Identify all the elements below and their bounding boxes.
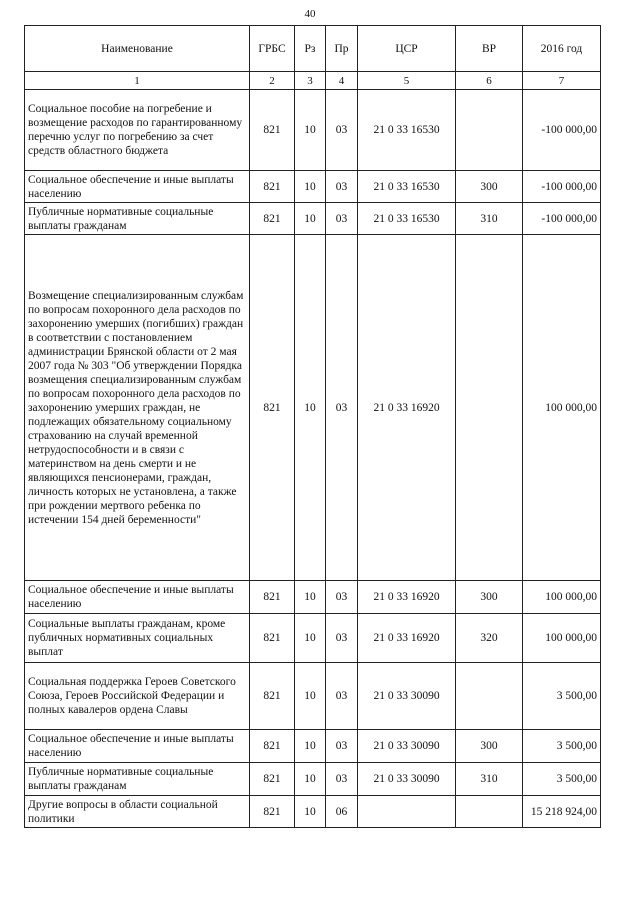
row-pr: 03 [326, 614, 358, 663]
row-rz: 10 [295, 581, 326, 614]
row-grbs: 821 [250, 614, 295, 663]
row-csr: 21 0 33 30090 [358, 730, 456, 763]
column-number: 7 [523, 72, 601, 90]
row-rz: 10 [295, 235, 326, 581]
row-name: Публичные нормативные социальные выплаты гражданам [25, 763, 250, 796]
table-row [25, 235, 601, 581]
table-row [25, 203, 601, 235]
row-csr: 21 0 33 16920 [358, 235, 456, 581]
table-row [25, 581, 601, 614]
row-name: Другие вопросы в области социальной политики [25, 796, 250, 828]
row-vr: 300 [456, 171, 523, 203]
row-amount: 100 000,00 [523, 581, 601, 614]
row-amount: -100 000,00 [523, 90, 601, 171]
header-year: 2016 год [523, 26, 601, 72]
row-grbs: 821 [250, 796, 295, 828]
column-number: 1 [25, 72, 250, 90]
header-vr: ВР [456, 26, 523, 72]
header-csr: ЦСР [358, 26, 456, 72]
row-grbs: 821 [250, 171, 295, 203]
row-grbs: 821 [250, 763, 295, 796]
row-vr: 310 [456, 203, 523, 235]
row-vr: 300 [456, 730, 523, 763]
header-name: Наименование [25, 26, 250, 72]
table-row [25, 171, 601, 203]
row-name: Возмещение специализированным службам по вопросам похоронного дела расходов по захоронению умерших (погибших) граждан в соответствии с постановлением администрации Брянской области от 2 мая 2007 года № 303 "Об утверждении Порядка возмещения специализированным службам по вопросам похоронного дела расходов по захоронению умерших граждан, не подлежащих обязательному социальному страхованию на случай временной нетрудоспособности и в связи с материнством на день смерти и не являющихся пенсионерами, граждан, личность которых не установлена, а также при рождении мертвого ребенка по истечении 154 дней беременности" [25, 235, 250, 581]
row-csr [358, 796, 456, 828]
row-amount: 100 000,00 [523, 614, 601, 663]
column-number: 6 [456, 72, 523, 90]
row-amount: -100 000,00 [523, 203, 601, 235]
header-grbs: ГРБС [250, 26, 295, 72]
row-name: Публичные нормативные социальные выплаты гражданам [25, 203, 250, 235]
row-pr: 03 [326, 730, 358, 763]
row-csr: 21 0 33 16920 [358, 614, 456, 663]
row-csr: 21 0 33 30090 [358, 763, 456, 796]
table-row [25, 730, 601, 763]
row-rz: 10 [295, 203, 326, 235]
row-amount: -100 000,00 [523, 171, 601, 203]
row-vr [456, 90, 523, 171]
table-row [25, 90, 601, 171]
budget-table [24, 25, 601, 828]
row-grbs: 821 [250, 663, 295, 730]
column-number: 2 [250, 72, 295, 90]
column-number: 4 [326, 72, 358, 90]
page-number: 40 [304, 8, 316, 20]
row-rz: 10 [295, 663, 326, 730]
table-row [25, 663, 601, 730]
row-grbs: 821 [250, 90, 295, 171]
row-pr: 03 [326, 235, 358, 581]
row-rz: 10 [295, 763, 326, 796]
header-pr: Пр [326, 26, 358, 72]
table-row [25, 614, 601, 663]
row-amount: 3 500,00 [523, 730, 601, 763]
row-name: Социальное пособие на погребение и возмещение расходов по гарантированному перечню услуг по погребению за счет средств областного бюджета [25, 90, 250, 171]
row-pr: 03 [326, 581, 358, 614]
row-rz: 10 [295, 171, 326, 203]
row-name: Социальное обеспечение и иные выплаты населению [25, 171, 250, 203]
row-name: Социальная поддержка Героев Советского Союза, Героев Российской Федерации и полных кавалеров ордена Славы [25, 663, 250, 730]
row-vr [456, 663, 523, 730]
row-csr: 21 0 33 16530 [358, 171, 456, 203]
row-vr: 300 [456, 581, 523, 614]
row-pr: 03 [326, 763, 358, 796]
row-amount: 3 500,00 [523, 763, 601, 796]
row-pr: 06 [326, 796, 358, 828]
row-pr: 03 [326, 90, 358, 171]
row-grbs: 821 [250, 203, 295, 235]
row-csr: 21 0 33 16920 [358, 581, 456, 614]
row-name: Социальные выплаты гражданам, кроме публичных нормативных социальных выплат [25, 614, 250, 663]
row-amount: 15 218 924,00 [523, 796, 601, 828]
table-row [25, 763, 601, 796]
row-pr: 03 [326, 663, 358, 730]
row-csr: 21 0 33 16530 [358, 203, 456, 235]
row-csr: 21 0 33 16530 [358, 90, 456, 171]
column-number-row [25, 72, 601, 90]
row-rz: 10 [295, 730, 326, 763]
row-rz: 10 [295, 90, 326, 171]
row-name: Социальное обеспечение и иные выплаты населению [25, 730, 250, 763]
row-amount: 3 500,00 [523, 663, 601, 730]
row-csr: 21 0 33 30090 [358, 663, 456, 730]
row-rz: 10 [295, 796, 326, 828]
row-rz: 10 [295, 614, 326, 663]
column-number: 3 [295, 72, 326, 90]
row-name: Социальное обеспечение и иные выплаты населению [25, 581, 250, 614]
row-pr: 03 [326, 171, 358, 203]
row-grbs: 821 [250, 235, 295, 581]
table-row [25, 796, 601, 828]
row-pr: 03 [326, 203, 358, 235]
row-vr: 310 [456, 763, 523, 796]
column-number: 5 [358, 72, 456, 90]
row-grbs: 821 [250, 581, 295, 614]
row-grbs: 821 [250, 730, 295, 763]
header-row [25, 26, 601, 72]
row-vr [456, 796, 523, 828]
header-rz: Рз [295, 26, 326, 72]
row-amount: 100 000,00 [523, 235, 601, 581]
row-vr [456, 235, 523, 581]
row-vr: 320 [456, 614, 523, 663]
